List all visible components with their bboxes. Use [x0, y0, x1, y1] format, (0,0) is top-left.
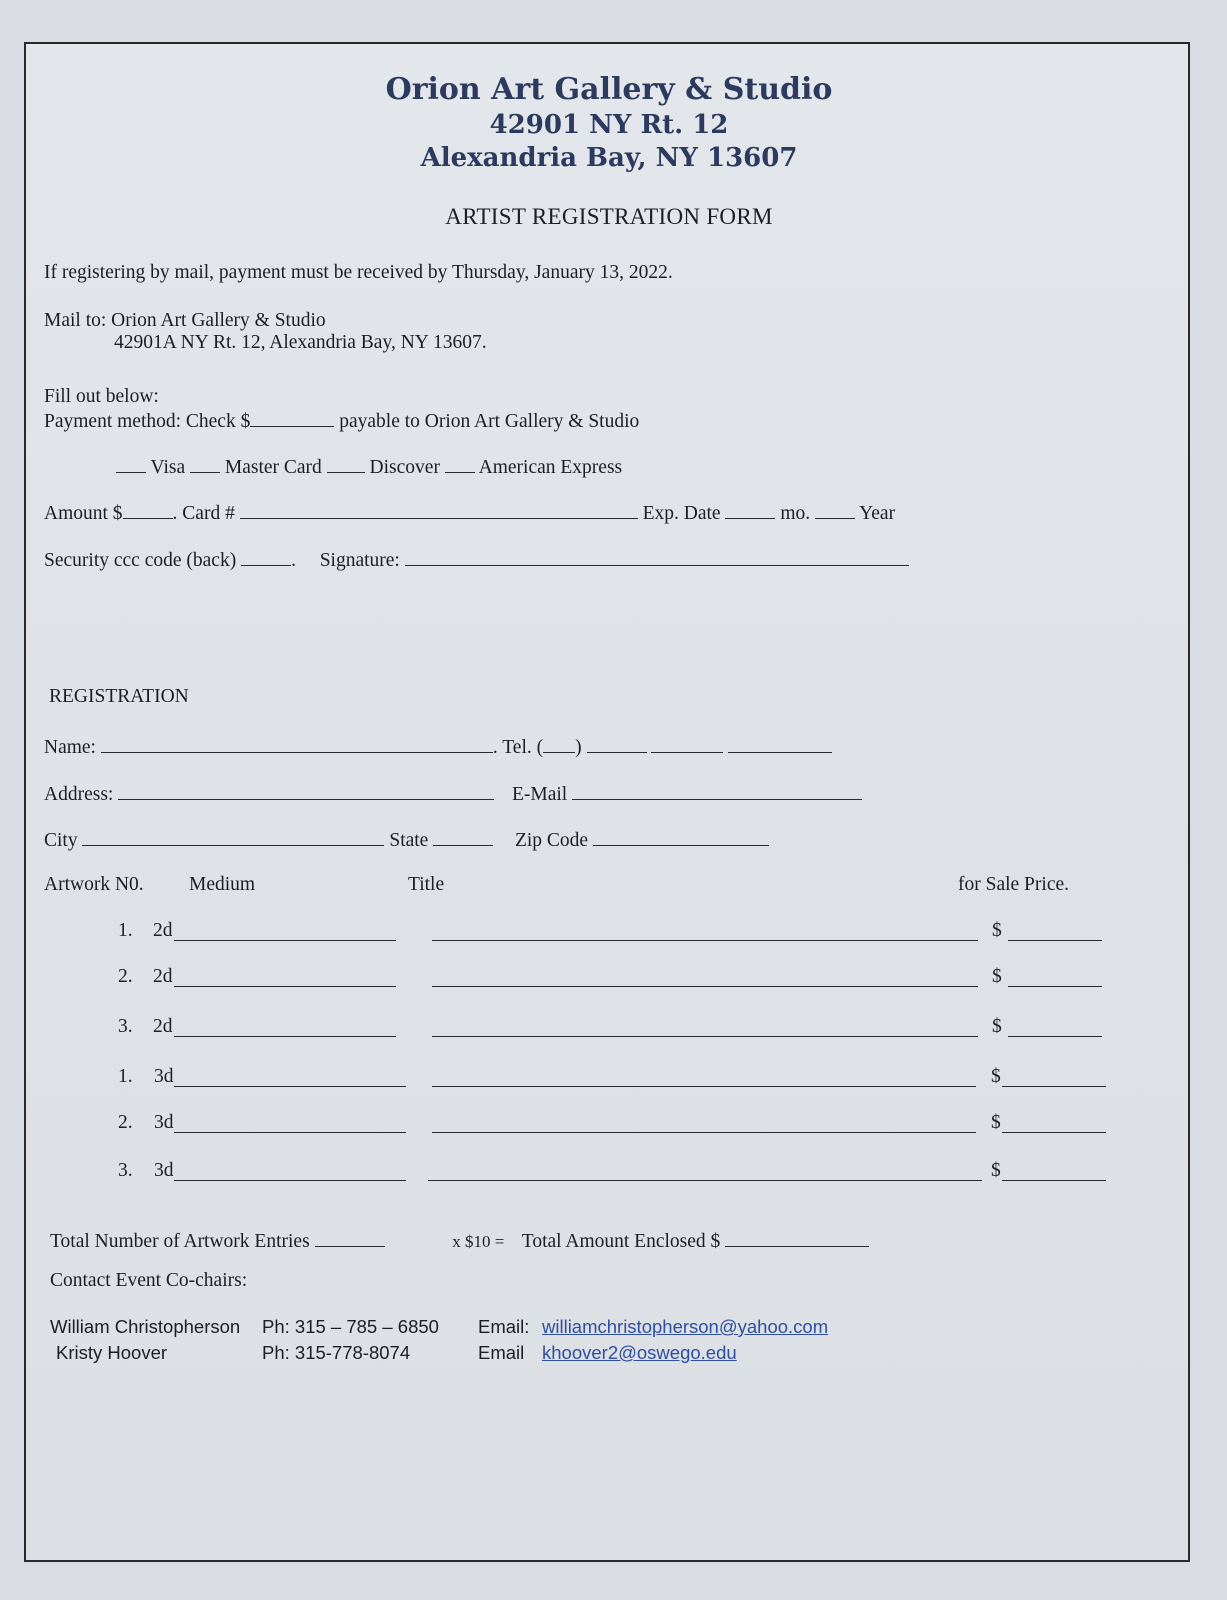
signature-label: Signature: — [319, 550, 400, 571]
registration-heading: REGISTRATION — [49, 686, 189, 707]
security-code-label: Security ccc code (back) — [44, 550, 237, 571]
mail-to-address: 42901A NY Rt. 12, Alexandria Bay, NY 13607. — [114, 332, 487, 353]
total-enclosed-label: Total Amount Enclosed $ — [521, 1231, 721, 1252]
contact-email-link[interactable]: khoover2@oswego.edu — [542, 1342, 737, 1363]
price-header: for Sale Price. — [958, 874, 1070, 895]
title-field[interactable] — [428, 1180, 982, 1181]
artwork-row-medium: 3d — [154, 1112, 174, 1133]
medium-field[interactable] — [174, 986, 396, 987]
contact-email-label: Email — [478, 1342, 525, 1363]
payment-method-suffix: payable to Orion Art Gallery & Studio — [339, 411, 640, 432]
address-label: Address: — [44, 784, 114, 805]
name-label: Name: — [44, 737, 96, 758]
zip-field[interactable] — [593, 827, 769, 846]
currency-symbol: $ — [991, 1066, 1001, 1087]
title-field[interactable] — [432, 1086, 976, 1087]
artwork-row-number: 1. — [118, 1066, 133, 1087]
title-field[interactable] — [432, 986, 978, 987]
price-field[interactable] — [1008, 1036, 1102, 1037]
exp-date-label: Exp. Date — [642, 503, 721, 524]
visa-label: Visa — [150, 457, 186, 478]
price-field[interactable] — [1002, 1180, 1106, 1181]
card-details-row — [44, 500, 895, 525]
discover-label: Discover — [369, 457, 440, 478]
entries-label: Total Number of Artwork Entries — [50, 1231, 310, 1252]
totals-row — [50, 1228, 869, 1253]
currency-symbol: $ — [992, 920, 1002, 941]
artwork-row-number: 2. — [118, 966, 133, 987]
entries-field[interactable] — [315, 1228, 385, 1247]
artwork-row-medium: 3d — [154, 1160, 174, 1181]
exp-year-label: Year — [859, 503, 896, 524]
registration-form-sheet — [24, 42, 1190, 1562]
currency-symbol: $ — [992, 1016, 1002, 1037]
artwork-row-number: 2. — [118, 1112, 133, 1133]
security-code-field[interactable] — [241, 547, 291, 566]
contact-name: William Christopherson — [50, 1316, 241, 1337]
signature-field[interactable] — [405, 547, 909, 566]
address-field[interactable] — [118, 781, 494, 800]
mastercard-label: Master Card — [224, 457, 322, 478]
tel-area-field[interactable] — [543, 734, 575, 753]
title-field[interactable] — [432, 1036, 978, 1037]
gallery-name: Orion Art Gallery & Studio — [385, 72, 833, 107]
card-number-field[interactable] — [240, 500, 638, 519]
form-title: ARTIST REGISTRATION FORM — [445, 204, 773, 229]
city-field[interactable] — [82, 827, 384, 846]
fee-label: x $10 = — [452, 1232, 505, 1251]
fill-out-label: Fill out below: — [44, 386, 159, 407]
artwork-row-medium: 3d — [154, 1066, 174, 1087]
mail-notice: If registering by mail, payment must be received by Thursday, January 13, 2022. — [44, 262, 673, 283]
artwork-row-medium: 2d — [153, 1016, 173, 1037]
gallery-street: 42901 NY Rt. 12 — [489, 110, 729, 140]
currency-symbol: $ — [991, 1112, 1001, 1133]
total-enclosed-field[interactable] — [725, 1228, 869, 1247]
name-field[interactable] — [101, 734, 493, 753]
contact-phone: Ph: 315-778-8074 — [262, 1342, 411, 1363]
mail-to-label: Mail to: Orion Art Gallery & Studio — [44, 310, 326, 331]
tel-extra-field[interactable] — [728, 734, 832, 753]
title-field[interactable] — [432, 940, 978, 941]
email-field[interactable] — [572, 781, 862, 800]
exp-month-field[interactable] — [725, 500, 775, 519]
tel-prefix-field[interactable] — [587, 734, 647, 753]
address-email-row — [44, 781, 862, 806]
amount-field[interactable] — [123, 500, 173, 519]
payment-method-prefix: Payment method: Check $ — [44, 411, 251, 432]
amex-label: American Express — [478, 457, 623, 478]
artwork-row-number: 1. — [118, 920, 133, 941]
contact-email-link[interactable]: williamchristopherson@yahoo.com — [542, 1316, 829, 1337]
email-label: E-Mail — [511, 784, 568, 805]
name-tel-row — [44, 734, 832, 759]
city-label: City — [44, 830, 78, 851]
amount-label: Amount $ — [44, 503, 123, 524]
medium-header: Medium — [189, 874, 256, 895]
contact-email-label: Email: — [478, 1316, 530, 1337]
artwork-row-medium: 2d — [153, 966, 173, 987]
artwork-row-number: 3. — [118, 1016, 133, 1037]
title-field[interactable] — [432, 1132, 976, 1133]
contact-phone: Ph: 315 – 785 – 6850 — [262, 1316, 439, 1337]
artwork-number-header: Artwork N0. — [44, 874, 144, 895]
medium-field[interactable] — [174, 940, 396, 941]
gallery-city: Alexandria Bay, NY 13607 — [420, 143, 798, 173]
tel-label: . Tel. ( — [492, 737, 544, 758]
tel-close: ) — [575, 737, 582, 758]
tel-line-field[interactable] — [651, 734, 723, 753]
contacts-heading: Contact Event Co-chairs: — [50, 1270, 248, 1291]
security-signature-row: Security ccc code (back) . Signature: — [44, 547, 909, 572]
title-header: Title — [408, 874, 445, 895]
mastercard-checkbox[interactable] — [190, 454, 220, 473]
payment-method-row — [44, 408, 639, 433]
medium-field[interactable] — [174, 1132, 406, 1133]
medium-field[interactable] — [174, 1036, 396, 1037]
zip-label: Zip Code — [514, 830, 589, 851]
discover-checkbox[interactable] — [327, 454, 365, 473]
artwork-row-number: 3. — [118, 1160, 133, 1181]
price-field[interactable] — [1008, 940, 1102, 941]
visa-checkbox[interactable] — [116, 454, 146, 473]
artwork-row-medium: 2d — [153, 920, 173, 941]
city-state-zip-row — [44, 827, 769, 852]
currency-symbol: $ — [992, 966, 1002, 987]
medium-field[interactable] — [174, 1180, 406, 1181]
price-field[interactable] — [1008, 986, 1102, 987]
medium-field[interactable] — [174, 1086, 406, 1087]
currency-symbol: $ — [991, 1160, 1001, 1181]
price-field[interactable] — [1002, 1086, 1106, 1087]
price-field[interactable] — [1002, 1132, 1106, 1133]
exp-month-label: mo. — [780, 503, 811, 524]
card-options-row — [116, 454, 622, 479]
state-field[interactable] — [433, 827, 493, 846]
card-number-label: . Card # — [172, 503, 235, 524]
amex-checkbox[interactable] — [445, 454, 475, 473]
exp-year-field[interactable] — [815, 500, 855, 519]
contact-name: Kristy Hoover — [56, 1342, 168, 1363]
check-amount-field[interactable] — [250, 408, 334, 427]
state-label: State — [389, 830, 429, 851]
